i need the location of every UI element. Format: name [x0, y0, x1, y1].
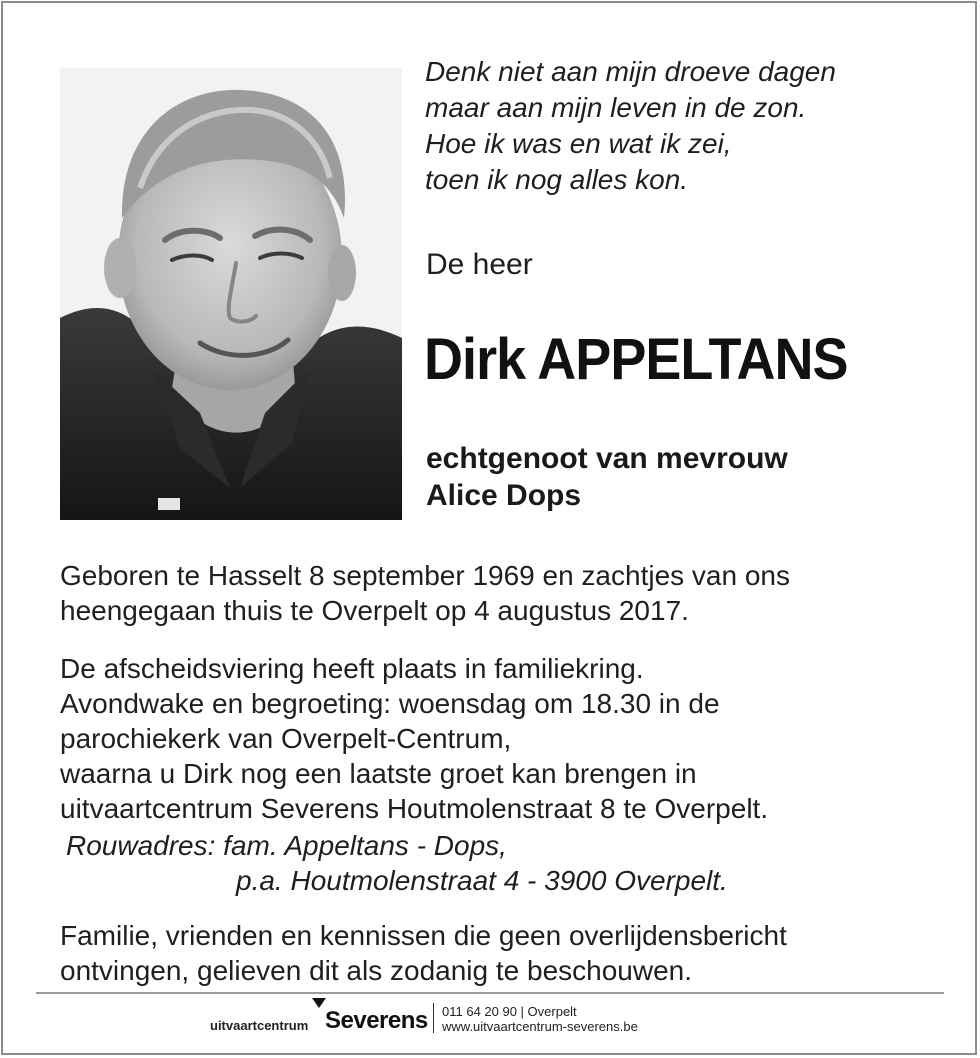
poem-line: Denk niet aan mijn droeve dagen [425, 56, 836, 87]
honorific-title: De heer [426, 248, 533, 281]
poem-line: maar aan mijn leven in de zon. [425, 92, 807, 123]
funeral-home-footer [0, 998, 980, 1058]
poem-line: Hoe ik was en wat ik zei, [425, 128, 732, 159]
footer-divider [36, 992, 944, 994]
footer-separator [433, 1003, 434, 1033]
logo-wordmark: Severens [325, 1007, 428, 1034]
text-line: uitvaartcentrum Severens Houtmolenstraat 8 te Overpelt. [60, 793, 769, 824]
portrait-photo [60, 68, 402, 520]
logo-subtitle: uitvaartcentrum [210, 1018, 309, 1033]
text-line: Avondwake en begroeting: woensdag om 18.30 in de [60, 688, 720, 719]
text-line: ontvingen, gelieven dit als zodanig te beschouwen. [60, 955, 692, 986]
triangle-icon [312, 998, 326, 1008]
text-line: Geboren te Hasselt 8 september 1969 en zachtjes van ons [60, 560, 790, 591]
address-line: Rouwadres: fam. Appeltans - Dops, [66, 830, 507, 861]
portrait-illustration [60, 68, 402, 520]
text-line: waarna u Dirk nog een laatste groet kan brengen in [60, 758, 697, 789]
birth-death-paragraph [60, 558, 790, 628]
website-link[interactable]: www.uitvaartcentrum-severens.be [442, 1019, 638, 1034]
mourning-address [60, 828, 728, 898]
spouse-info [426, 440, 788, 514]
poem-line: toen ik nog alles kon. [425, 164, 689, 195]
ceremony-paragraph [60, 651, 768, 826]
notice-paragraph [60, 918, 787, 988]
phone-line: 011 64 20 90 | Overpelt [442, 1004, 577, 1019]
text-line: parochiekerk van Overpelt-Centrum, [60, 723, 512, 754]
text-line: Familie, vrienden en kennissen die geen overlijdensbericht [60, 920, 787, 951]
deceased-name: Dirk APPELTANS [424, 327, 848, 392]
spouse-relation: echtgenoot van mevrouw [426, 442, 788, 475]
contact-info [442, 1004, 638, 1034]
text-line: De afscheidsviering heeft plaats in familiekring. [60, 653, 644, 684]
text-line: heengegaan thuis te Overpelt op 4 augustus 2017. [60, 595, 689, 626]
spouse-name: Alice Dops [426, 479, 582, 512]
address-line: p.a. Houtmolenstraat 4 - 3900 Overpelt. [236, 865, 728, 896]
memorial-poem [425, 54, 836, 198]
